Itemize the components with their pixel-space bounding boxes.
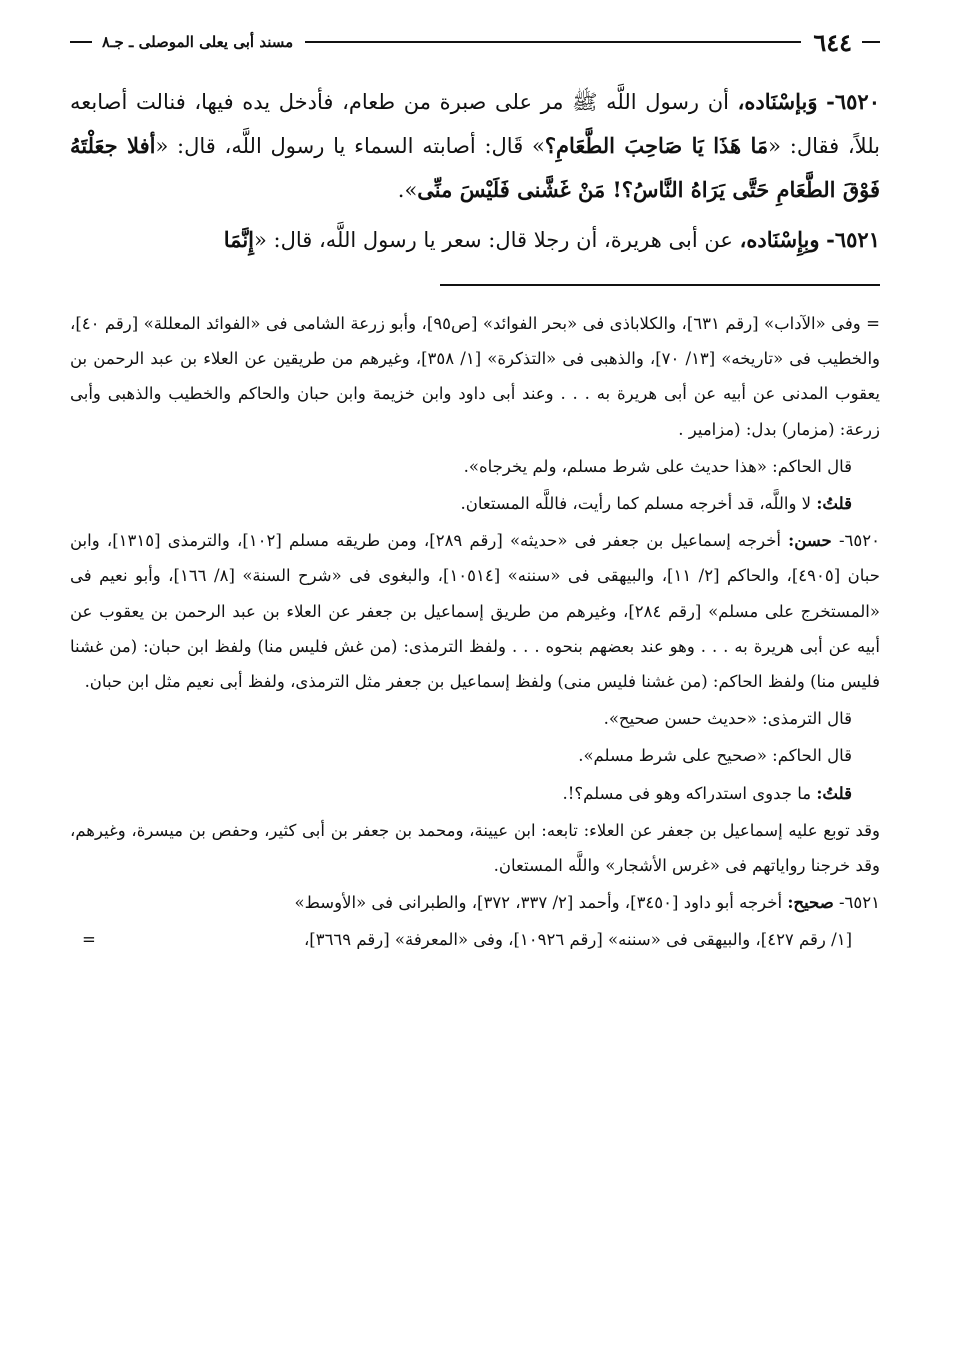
hadith-body: عن أبى هريرة، أن رجلا قال: سعر يا رسول اللَّه، قال: « [254,228,733,252]
hakim-quote: قال الحاكم: «صحيح على شرط مسلم». [578,746,852,766]
book-title: مسند أبى يعلى الموصلى ـ جـ٨ [102,33,294,51]
footnote-continuation: = وفى «الآداب» [رقم ٦٣١]، والكلاباذى فى «بحر الفوائد» [ص٩٥]، وأبو زرعة الشامى فى «الفوائد المعللة» [رقم ٤٠]، والخطيب فى «تاريخه» [١٣/ ٧٠]، والذهبى فى «التذكرة» [١/ ٣٥٨]، وغيرهم من طريقين عن العلاء بن عبد الرحمن بن يعقوب المدنى عن أبيه عن أبى هريرة به . . . وعند أبى داود وابن خزيمة وابن حبان والحاكم والخطيب والذهبى وأبى زرعة: (مزمار) بدل: (مزامير . [70,314,880,439]
header-rule [305,41,801,43]
hadith-6521 [70,218,880,262]
takhrij-6521-continued [70,922,880,957]
hadith-6520 [70,80,880,212]
takhrij-6521 [70,885,880,920]
document-page [70,22,880,960]
author-remark [70,486,880,521]
takhrij-grade: صحيح: [787,893,834,913]
remark-text: ما جدوى استدراكه وهو فى مسلم؟!. [562,783,812,803]
header-dash [862,41,880,43]
footnotes [70,306,880,958]
hakim-quote: قال الحاكم: «هذا حديث على شرط مسلم، ولم يخرجاه». [463,456,852,476]
takhrij-text: أخرجه إسماعيل بن جعفر فى «حديثه» [رقم ٢٨٩]، ومن طريقه مسلم [١٠٢]، والترمذى [١٣١٥]، وابن حبان [٤٩٠٥]، والحاكم [٢/ ١١]، والبيهقى فى «سننه» [١٠٥١٤]، والبغوى فى «شرح السنة» [٨/ ١٦٦]، وأبو نعيم فى «المستخرج على مسلم» [رقم ٢٨٤]، وغيرهم من طريق إسماعيل بن جعفر عن العلاء بن عبد الرحمن بن يعقوب عن أبيه عن أبى هريرة به . . . وهو عند بعضهم بنحوه . . . ولفظ الترمذى: (من غش فليس منا) ولفظ ابن حبان: (من غشنا فليس منا) ولفظ الحاكم: (من غشنا فليس منى) ولفظ إسماعيل بن جعفر مثل الترمذى، ولفظ أبى نعيم مثل ابن حبان. [70,531,880,692]
remark-lead: قلتُ: [816,783,852,803]
remark-lead: قلتُ: [816,494,852,514]
footnote-divider [440,284,880,286]
running-header [70,22,880,62]
author-remark [70,776,880,811]
takhrij-6520 [70,523,880,699]
hadith-body: » قَال: أصابته السماء يا رسول اللَّه، قال: « [155,134,545,158]
continuation-mark: = [82,930,96,950]
takhrij-grade: حسن: [788,531,832,551]
takhrij-text: [١/ رقم ٤٢٧]، والبيهقى فى «سننه» [رقم ١٠٩٢٦]، وفى «المعرفة» [رقم ٣٦٦٩]، [303,930,852,950]
hadith-text [70,80,880,262]
takhrij-number: ٦٥٢١- [838,893,880,913]
hadith-number: ٦٥٢٠- [826,89,880,114]
isnad-lead: وَبإسْنَاده، [737,89,818,114]
mutaba-note: وقد توبع عليه إسماعيل بن جعفر عن العلاء: تابعه: ابن عيينة، ومحمد بن جعفر بن أبى كثير، وحفص بن ميسرة، وغيرهم، وقد خرجنا رواياتهم فى «غرس الأشجار» واللَّه المستعان. [70,820,880,876]
prophetic-speech: مَا هَذَا يَا صَاحِبَ الطَّعَامِ؟ [544,133,769,158]
remark-text: لا واللَّه، قد أخرجه مسلم كما رأيت، فاللَّه المستعان. [460,494,812,514]
takhrij-text: أخرجه أبو داود [٣٤٥٠]، وأحمد [٢/ ٣٣٧، ٣٧٢]، والطبرانى فى «الأوسط» [294,893,783,913]
hadith-body: ». [397,178,418,202]
header-dash [70,41,92,43]
isnad-lead: وبِإِسْنَاده، [739,227,820,252]
prophetic-speech: إِنَّمَا [223,227,254,252]
page-number: ٦٤٤ [813,27,852,57]
tirmidhi-quote: قال الترمذى: «حديث حسن صحيح». [603,709,852,729]
hadith-number: ٦٥٢١- [826,227,880,252]
hadith-body: أن رسول اللَّه ﷺ مر على صبرة من طعام، فأدخل يده فيها، فنالت أصابعه بللاً، فقال: « [70,90,880,158]
takhrij-number: ٦٥٢٠- [838,531,880,551]
prophetic-speech: أفلا جعَلْتَهُ فَوْقَ الطَّعَامِ حَتَّى يَرَاهُ النَّاسُ؟! مَنْ غَشَّنى فَلَيْسَ منِّى [70,133,880,202]
